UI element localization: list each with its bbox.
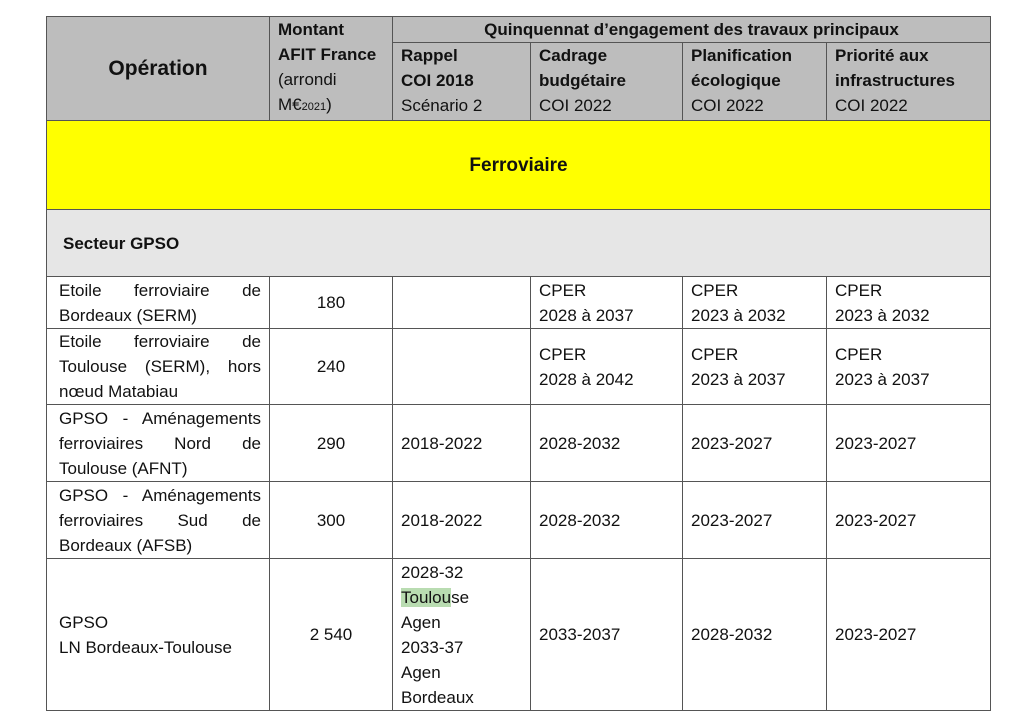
header-scenario-cadrage: [531, 43, 683, 121]
header-scenario-label: COI 2018: [401, 71, 474, 90]
header-operation: Opération: [47, 17, 270, 121]
rappel-line: 2028-32: [401, 562, 464, 582]
cell-rappel: [393, 559, 531, 711]
section-rail: Ferroviaire: [47, 121, 991, 210]
cell-planification: 2023-2027: [683, 405, 827, 482]
cell-amount: 2 540: [270, 559, 393, 711]
header-amount-line1: Montant: [278, 20, 345, 39]
cell-amount: 290: [270, 405, 393, 482]
header-amount-line4: [278, 92, 384, 120]
header-scenario-label: écologique: [691, 71, 781, 90]
cell-operation: Etoile ferroviaire de Toulouse (SERM), hors nœud Matabiau: [47, 329, 270, 405]
cell-planification: 2023-2027: [683, 482, 827, 559]
header-scenario-label: budgétaire: [539, 71, 626, 90]
rappel-line: [401, 585, 522, 610]
table-row: [47, 277, 991, 329]
header-scenario-sub: COI 2022: [835, 96, 908, 115]
cell-priorite: CPER 2023 à 2037: [827, 329, 991, 405]
header-scenario-planification: [683, 43, 827, 121]
rappel-line: Agen: [401, 662, 441, 682]
cell-cadrage: 2033-2037: [531, 559, 683, 711]
cell-amount: 180: [270, 277, 393, 329]
header-scenario-label: infrastructures: [835, 71, 955, 90]
header-scenario-sub: COI 2022: [539, 96, 612, 115]
rappel-line: Bordeaux: [401, 687, 474, 707]
header-scenario-label: Rappel: [401, 46, 458, 65]
rappel-line: Agen: [401, 612, 441, 632]
header-amount-close: ): [326, 95, 332, 114]
cell-planification: CPER 2023 à 2032: [683, 277, 827, 329]
cell-priorite: 2023-2027: [827, 405, 991, 482]
header-scenario-label: Priorité aux: [835, 46, 929, 65]
header-group: Quinquennat d’engagement des travaux principaux: [393, 17, 991, 43]
highlighted-text: Toulou: [401, 587, 452, 607]
header-scenario-sub: Scénario 2: [401, 96, 483, 115]
cell-rappel: [393, 277, 531, 329]
rappel-text: se: [451, 587, 470, 607]
cell-cadrage: CPER 2028 à 2042: [531, 329, 683, 405]
cell-cadrage: CPER 2028 à 2037: [531, 277, 683, 329]
table-row: [47, 405, 991, 482]
header-amount-year: 2021: [301, 101, 327, 113]
cell-operation: GPSO - Aménagements ferroviaires Sud de Bordeaux (AFSB): [47, 482, 270, 559]
cell-operation: Etoile ferroviaire de Bordeaux (SERM): [47, 277, 270, 329]
cell-cadrage: 2028-2032: [531, 482, 683, 559]
cell-operation: GPSO - Aménagements ferroviaires Nord de Toulouse (AFNT): [47, 405, 270, 482]
operation-line: LN Bordeaux-Toulouse: [59, 637, 232, 657]
cell-rappel: 2018-2022: [393, 405, 531, 482]
cell-operation: [47, 559, 270, 711]
header-scenario-sub: COI 2022: [691, 96, 764, 115]
cell-planification: CPER 2023 à 2037: [683, 329, 827, 405]
header-scenario-priorite: [827, 43, 991, 121]
header-amount: [270, 17, 393, 121]
cell-priorite: CPER 2023 à 2032: [827, 277, 991, 329]
table-row: [47, 559, 991, 711]
cell-rappel: [393, 329, 531, 405]
document-page: [46, 16, 991, 711]
section-sector: Secteur GPSO: [47, 210, 991, 277]
cell-amount: 240: [270, 329, 393, 405]
cell-cadrage: 2028-2032: [531, 405, 683, 482]
cell-planification: 2028-2032: [683, 559, 827, 711]
header-scenario-rappel: [393, 43, 531, 121]
header-scenario-label: Cadrage: [539, 46, 608, 65]
cell-priorite: 2023-2027: [827, 482, 991, 559]
cell-amount: 300: [270, 482, 393, 559]
operation-line: GPSO: [59, 612, 109, 632]
header-amount-line2: AFIT France: [278, 45, 377, 64]
cell-rappel: 2018-2022: [393, 482, 531, 559]
table-row: [47, 329, 991, 405]
rappel-line: 2033-37: [401, 637, 464, 657]
header-amount-line3: (arrondi: [278, 70, 337, 89]
investment-table: [46, 16, 991, 711]
header-scenario-label: Planification: [691, 46, 793, 65]
table-row: [47, 482, 991, 559]
cell-priorite: 2023-2027: [827, 559, 991, 711]
header-amount-unit: M€: [278, 95, 302, 114]
